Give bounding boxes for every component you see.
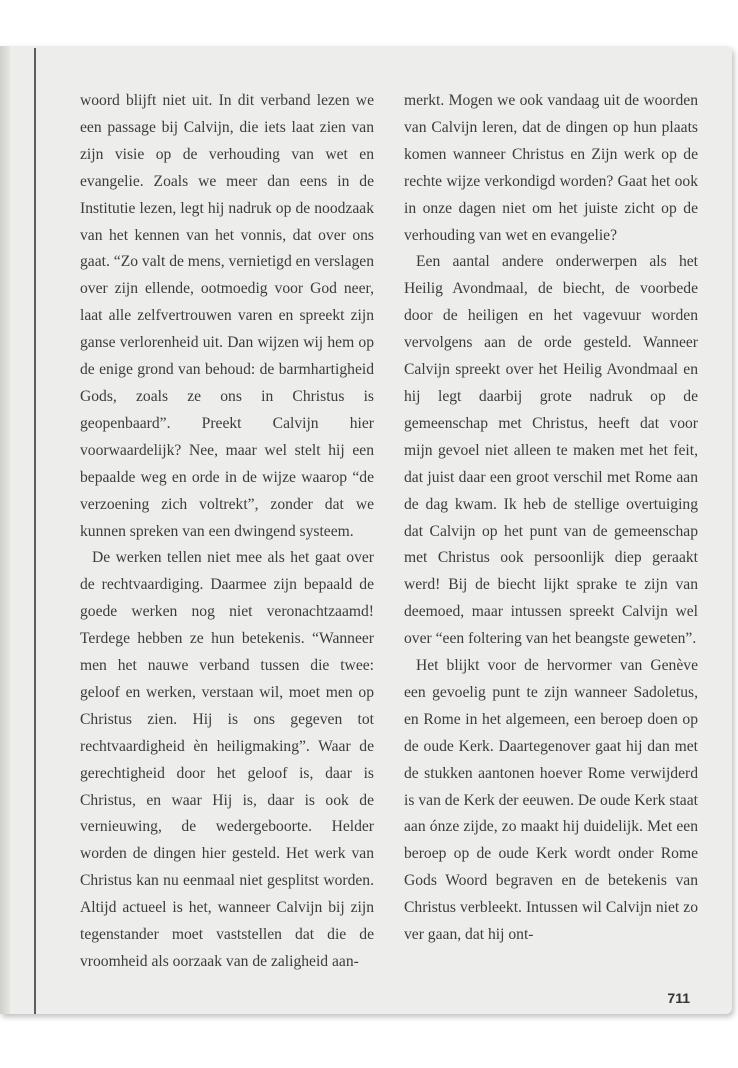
right-column bbox=[404, 88, 698, 949]
paragraph: Een aantal andere onderwerpen als het Heilig Avondmaal, de biecht, de voorbede door de heiligen en het vagevuur worden vervolgens aan de orde gesteld. Wanneer Calvijn spreekt over het Heilig Avondmaal en hij legt daarbij grote nadruk op de gemeenschap met Christus, heeft dat voor mijn gevoel niet alleen te maken met het feit, dat juist daar een groot verschil met Rome aan de dag kwam. Ik heb de stellige overtuiging dat Calvijn op het punt van de gemeenschap met Christus ook persoonlijk diep geraakt werd! Bij de biecht lijkt sprake te zijn van deemoed, maar intussen spreekt Calvijn wel over “een foltering van het beangste geweten”. bbox=[404, 253, 698, 648]
paragraph: woord blijft niet uit. In dit verband lezen we een passage bij Calvijn, die iets laat zien van zijn visie op de verhouding van wet en evangelie. Zoals we meer dan eens in de Institutie lezen, legt hij nadruk op de noodzaak van het kennen van het vonnis, dat over ons gaat. “Zo valt de mens, vernietigd en verslagen over zijn ellende, ootmoedig voor God neer, laat alle zelfvertrouwen varen en spreekt zijn ganse verlorenheid uit. Dan wijzen wij hem op de enige grond van behoud: de barmhartigheid Gods, zoals ze ons in Christus is geopenbaard”. Preekt Calvijn hier voorwaardelijk? Nee, maar wel stelt hij een bepaalde weg en orde in de wijze waarop “de verzoening zich voltrekt”, zonder dat we kunnen spreken van een dwingend systeem. bbox=[80, 92, 375, 540]
paragraph: merkt. Mogen we ook vandaag uit de woorden van Calvijn leren, dat de dingen op hun plaats komen wanneer Christus en Zijn werk op de rechte wijze verkondigd worden? Gaat het ook in onze dagen niet om het juiste zicht op de verhouding van wet en evangelie? bbox=[404, 92, 698, 244]
left-column bbox=[80, 88, 374, 976]
facing-page-edge bbox=[0, 46, 10, 1014]
paragraph: Het blijkt voor de hervormer van Genève een gevoelig punt te zijn wanneer Sadoletus, en Rome in het algemeen, een beroep doen op de oude Kerk. Daartegenover gaat hij dan met de stukken aantonen hoever Rome verwijderd is van de Kerk der eeuwen. De oude Kerk staat aan ónze zijde, zo maakt hij duidelijk. Met een beroep op de oude Kerk wordt onder Rome Gods Woord begraven en de betekenis van Christus verbleekt. Intussen wil Calvijn niet zo ver gaan, dat hij ont- bbox=[404, 657, 698, 944]
binding-line bbox=[34, 48, 36, 1014]
paragraph: De werken tellen niet mee als het gaat over de rechtvaardiging. Daarmee zijn bepaald de goede werken nog niet veronachtzaamd! Terdege hebben ze hun betekenis. “Wanneer men het nauwe verband tussen die twee: geloof en werken, verstaan wil, moet men op Christus zien. Hij is ons gegeven tot rechtvaardigheid èn heiligmaking”. Waar de gerechtigheid door het geloof is, daar is Christus, en waar Hij is, daar is ook de vernieuwing, de wedergeboorte. Helder worden de dingen hier gesteld. Het werk van Christus kan nu eenmaal niet gesplitst worden. Altijd actueel is het, wanneer Calvijn bij zijn tegenstander moet vaststellen dat die de vroomheid als oorzaak van de zaligheid aan- bbox=[80, 549, 374, 970]
page-number: 711 bbox=[667, 990, 690, 1006]
